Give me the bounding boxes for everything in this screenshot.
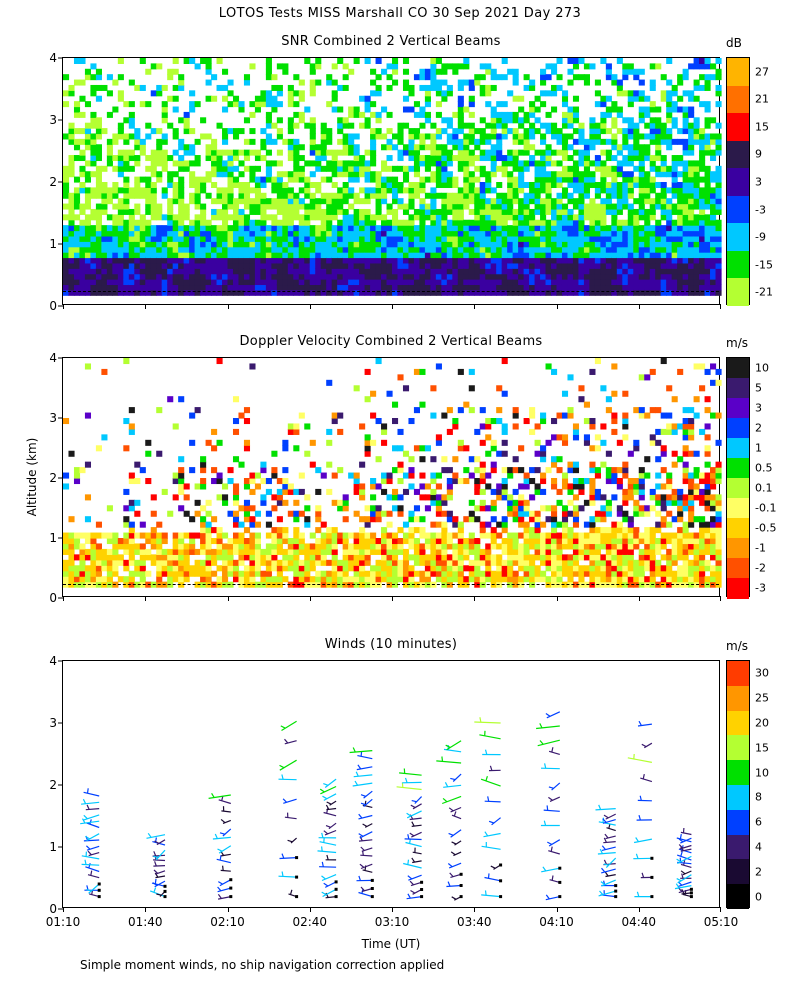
colorbar-segment [727,478,749,499]
colorbar-segment [727,810,749,835]
winds-title: Winds (10 minutes) [324,637,458,652]
y-tick-mark [58,244,63,245]
colorbar-tick-label: 6 [755,815,762,829]
colorbar-segment [727,251,749,279]
colorbar-tick-label: 8 [755,790,762,804]
doppler-colorbar-title: m/s [726,336,748,350]
colorbar-segment [727,735,749,760]
colorbar-segment [727,113,749,141]
y-tick-mark [58,478,63,479]
figure-suptitle: LOTOS Tests MISS Marshall CO 30 Sep 2021 Day 273 [218,6,582,21]
y-tick-label: 3 [49,411,57,425]
snr-zero-line [63,291,719,292]
x-tick-mark [310,907,311,912]
figure-footnote: Simple moment winds, no ship navigation correction applied [80,958,445,972]
colorbar-tick-label: -9 [755,230,766,244]
colorbar-tick-label: -1 [755,541,766,555]
colorbar-segment [727,398,749,419]
y-tick-mark [58,120,63,121]
x-tick-label: 05:10 [703,915,739,929]
colorbar-segment [727,58,749,86]
colorbar-segment [727,578,749,599]
y-tick-label: 4 [49,351,57,365]
y-tick-mark [58,661,63,662]
x-tick-mark [557,596,558,601]
x-tick-mark [145,596,146,601]
colorbar-tick-label: 0 [755,890,762,904]
colorbar-segment [727,141,749,169]
colorbar-tick-label: -0.5 [755,521,777,535]
y-tick-mark [58,358,63,359]
colorbar-segment [727,86,749,114]
y-tick-label: 2 [49,175,57,189]
y-tick-label: 0 [49,591,57,605]
x-tick-mark [557,907,558,912]
x-tick-mark [228,596,229,601]
colorbar-segment [727,661,749,686]
y-tick-mark [58,418,63,419]
colorbar-segment [727,458,749,479]
x-tick-mark [474,304,475,309]
colorbar-segment [727,196,749,224]
y-tick-label: 1 [49,237,57,251]
x-axis-label: Time (UT) [361,937,421,951]
y-tick-mark [58,182,63,183]
x-tick-label: 04:10 [539,915,574,929]
x-tick-label: 02:40 [292,915,328,929]
colorbar-tick-label: -21 [755,285,773,299]
y-tick-label: 2 [49,778,57,792]
y-axis-label: Altitude (km) [25,437,39,517]
x-tick-mark [720,596,721,601]
x-tick-mark [720,907,721,912]
colorbar-segment [727,358,749,379]
x-tick-label: 02:10 [210,915,245,929]
x-tick-mark [639,907,640,912]
colorbar-tick-label: 25 [755,691,769,705]
colorbar-segment [727,498,749,519]
colorbar-tick-label: -3 [755,203,766,217]
y-tick-mark [58,58,63,59]
y-tick-label: 3 [49,113,57,127]
colorbar-segment [727,835,749,860]
colorbar-tick-label: 2 [755,421,762,435]
colorbar-tick-label: 3 [755,401,762,415]
colorbar-segment [727,859,749,884]
x-tick-mark [392,596,393,601]
x-tick-label: 03:10 [374,915,410,929]
x-tick-mark [557,304,558,309]
x-tick-label: 01:40 [127,915,163,929]
colorbar-segment [727,884,749,909]
y-tick-label: 0 [49,299,57,313]
x-tick-mark [474,596,475,601]
winds-colorbar-title: m/s [726,639,748,653]
colorbar-segment [727,418,749,439]
x-tick-mark [63,304,64,309]
x-tick-mark [310,304,311,309]
colorbar-tick-label: 0.1 [755,481,773,495]
colorbar-tick-label: 5 [755,381,762,395]
doppler-colorbar [726,357,777,597]
colorbar-segment [727,223,749,251]
doppler-plot-area [49,334,720,605]
colorbar-tick-label: 1 [755,441,762,455]
y-tick-mark [58,785,63,786]
y-tick-label: 1 [49,840,57,854]
colorbar-tick-label: 3 [755,175,762,189]
y-tick-label: 2 [49,471,57,485]
colorbar-tick-label: 21 [755,92,769,106]
colorbar-tick-label: 10 [755,766,769,780]
colorbar-tick-label: 15 [755,741,769,755]
x-tick-mark [639,304,640,309]
snr-field [63,58,721,306]
y-tick-mark [58,847,63,848]
x-tick-mark [63,907,64,912]
doppler-title: Doppler Velocity Combined 2 Vertical Beams [239,334,543,349]
colorbar-segment [727,558,749,579]
x-tick-mark [639,596,640,601]
doppler-field [63,358,721,598]
colorbar-tick-label: -15 [755,258,773,272]
colorbar-tick-label: 15 [755,120,769,134]
x-tick-mark [228,907,229,912]
colorbar-segment [727,538,749,559]
snr-title: SNR Combined 2 Vertical Beams [281,34,501,49]
x-tick-mark [145,304,146,309]
colorbar-segment [727,711,749,736]
x-tick-label: 03:40 [456,915,492,929]
x-tick-mark [228,304,229,309]
colorbar-segment [727,686,749,711]
colorbar-tick-label: 20 [755,716,769,730]
colorbar-tick-label: 9 [755,147,762,161]
colorbar-segment [727,168,749,196]
x-tick-mark [145,907,146,912]
winds-field [63,661,721,909]
snr-plot-area [49,34,720,313]
colorbar-tick-label: -3 [755,581,766,595]
snr-colorbar-title: dB [726,36,742,50]
colorbar-segment [727,785,749,810]
colorbar-segment [727,278,749,306]
x-tick-mark [720,304,721,309]
colorbar-segment [727,378,749,399]
colorbar-tick-label: -2 [755,561,766,575]
x-tick-label: 04:40 [621,915,657,929]
x-tick-mark [63,596,64,601]
y-tick-label: 4 [49,51,57,65]
colorbar-tick-label: 10 [755,361,769,375]
x-tick-mark [392,907,393,912]
colorbar-tick-label: 0.5 [755,461,773,475]
colorbar-tick-label: -0.1 [755,501,777,515]
doppler-zero-line [63,584,719,585]
colorbar-tick-label: 27 [755,65,769,79]
x-tick-mark [310,596,311,601]
x-tick-label: 01:10 [45,915,81,929]
y-tick-mark [58,538,63,539]
x-tick-mark [392,304,393,309]
y-tick-mark [58,723,63,724]
y-tick-label: 3 [49,716,57,730]
colorbar-segment [727,438,749,459]
colorbar-tick-label: 2 [755,865,762,879]
y-tick-label: 0 [49,902,57,916]
y-tick-label: 4 [49,654,57,668]
winds-colorbar [726,660,769,908]
snr-colorbar [726,57,773,305]
x-tick-mark [474,907,475,912]
y-tick-label: 1 [49,531,57,545]
colorbar-tick-label: 30 [755,666,769,680]
colorbar-segment [727,518,749,539]
colorbar-segment [727,760,749,785]
colorbar-tick-label: 4 [755,840,762,854]
